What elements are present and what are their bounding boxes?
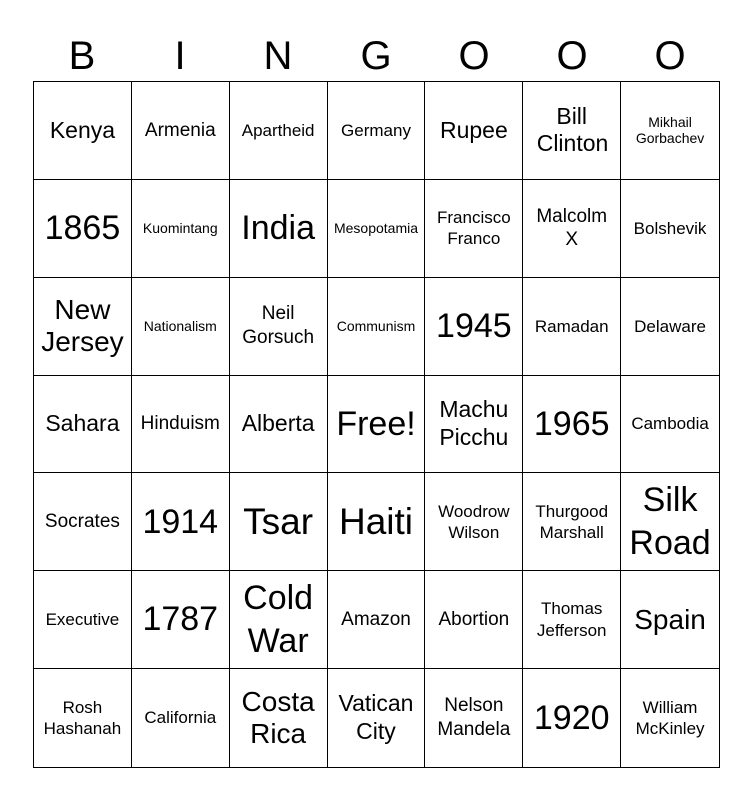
bingo-cell[interactable]: 1945: [425, 278, 523, 376]
bingo-cell[interactable]: Ramadan: [523, 278, 621, 376]
bingo-cell[interactable]: Costa Rica: [230, 669, 328, 767]
header-letter-6: O: [556, 34, 588, 78]
bingo-cell[interactable]: Nationalism: [132, 278, 230, 376]
bingo-cell[interactable]: 1865: [34, 180, 132, 278]
bingo-cell[interactable]: India: [230, 180, 328, 278]
bingo-cell[interactable]: Socrates: [34, 473, 132, 571]
bingo-cell[interactable]: Neil Gorsuch: [230, 278, 328, 376]
bingo-cell[interactable]: Mikhail Gorbachev: [621, 82, 719, 180]
bingo-cell[interactable]: Delaware: [621, 278, 719, 376]
bingo-cell[interactable]: Silk Road: [621, 473, 719, 571]
bingo-cell[interactable]: Amazon: [328, 571, 426, 669]
bingo-board: [33, 81, 720, 768]
bingo-cell[interactable]: Armenia: [132, 82, 230, 180]
header-letter-2: I: [174, 34, 186, 78]
bingo-cell[interactable]: Malcolm X: [523, 180, 621, 278]
header-letter-3: N: [263, 34, 293, 78]
free-space[interactable]: Free!: [328, 376, 426, 474]
bingo-cell[interactable]: Bill Clinton: [523, 82, 621, 180]
bingo-cell[interactable]: California: [132, 669, 230, 767]
bingo-cell[interactable]: William McKinley: [635, 697, 705, 739]
bingo-cell[interactable]: Hinduism: [132, 376, 230, 474]
bingo-cell[interactable]: Kuomintang: [132, 180, 230, 278]
bingo-cell[interactable]: Apartheid: [230, 82, 328, 180]
bingo-cell[interactable]: Alberta: [230, 376, 328, 474]
bingo-cell[interactable]: Bolshevik: [621, 180, 719, 278]
bingo-cell[interactable]: Nelson Mandela: [425, 669, 523, 767]
bingo-cell[interactable]: 1965: [523, 376, 621, 474]
bingo-cell[interactable]: Abortion: [425, 571, 523, 669]
bingo-cell[interactable]: Thomas Jefferson: [523, 571, 621, 669]
bingo-cell[interactable]: Woodrow Wilson: [425, 473, 523, 571]
bingo-cell[interactable]: Kenya: [34, 82, 132, 180]
bingo-header: [33, 30, 719, 82]
bingo-cell[interactable]: Haiti: [328, 473, 426, 571]
header-letter-1: B: [68, 34, 96, 78]
bingo-cell[interactable]: 1920: [523, 669, 621, 767]
bingo-cell[interactable]: Rosh Hashanah: [34, 669, 132, 767]
bingo-cell[interactable]: Executive: [34, 571, 132, 669]
bingo-cell[interactable]: Spain: [621, 571, 719, 669]
bingo-cell[interactable]: Francisco Franco: [425, 180, 523, 278]
header-letter-7: O: [654, 34, 686, 78]
bingo-cell[interactable]: Machu Picchu: [425, 376, 523, 474]
bingo-cell[interactable]: Rupee: [425, 82, 523, 180]
bingo-cell[interactable]: Germany: [328, 82, 426, 180]
bingo-cell[interactable]: 1914: [132, 473, 230, 571]
bingo-cell[interactable]: Cold War: [230, 571, 328, 669]
bingo-cell[interactable]: New Jersey: [34, 278, 132, 376]
bingo-cell[interactable]: 1787: [132, 571, 230, 669]
bingo-cell[interactable]: Vatican City: [328, 669, 426, 767]
bingo-cell[interactable]: Cambodia: [621, 376, 719, 474]
bingo-cell[interactable]: Thurgood Marshall: [523, 473, 621, 571]
header-letter-4: G: [360, 34, 392, 78]
header-letter-5: O: [458, 34, 490, 78]
bingo-cell[interactable]: Sahara: [34, 376, 132, 474]
bingo-cell[interactable]: Mesopotamia: [328, 180, 426, 278]
bingo-cell[interactable]: Communism: [328, 278, 426, 376]
bingo-cell[interactable]: Tsar: [230, 473, 328, 571]
